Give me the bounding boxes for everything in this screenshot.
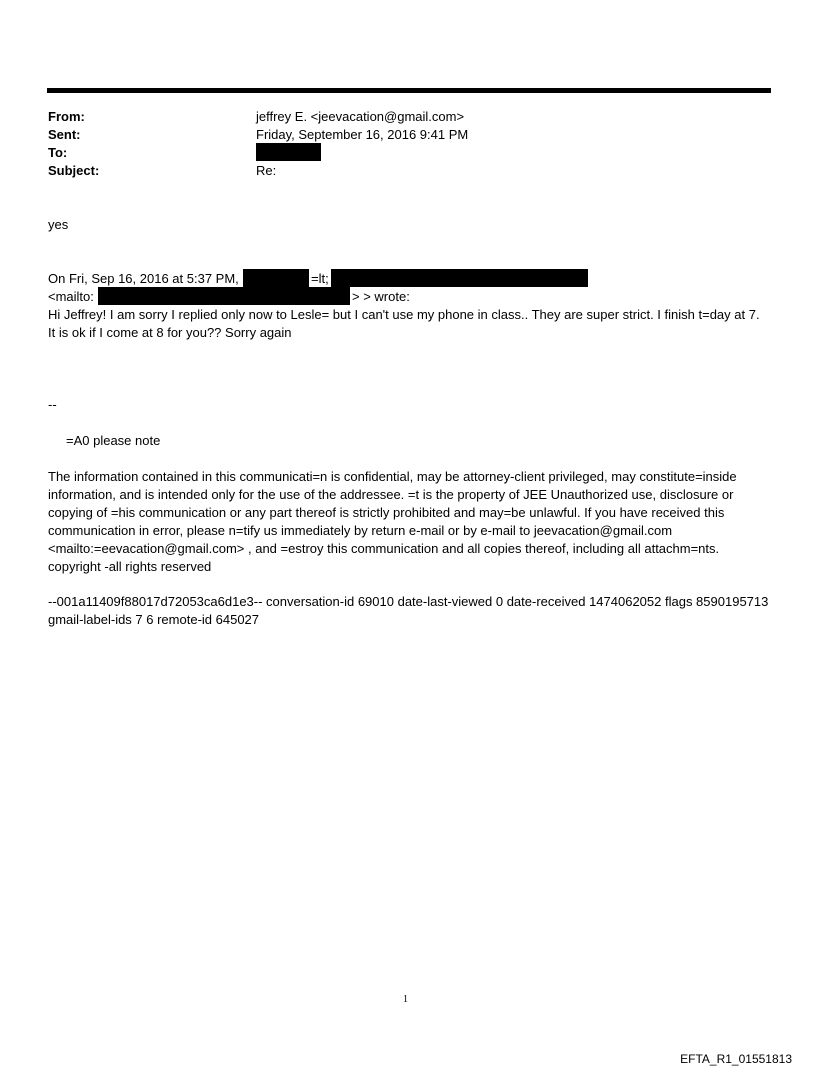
mailto-prefix: <mailto:: [48, 289, 94, 304]
signature-separator: --: [48, 397, 57, 412]
wrote-text: > > wrote:: [352, 289, 410, 304]
quote-intro-lt: =lt;: [311, 271, 329, 286]
subject-value: Re:: [256, 163, 277, 178]
bates-number: EFTA_R1_01551813: [680, 1052, 792, 1066]
sender-email-redaction: [331, 269, 588, 287]
from-label: From:: [48, 109, 85, 124]
sent-value: Friday, September 16, 2016 9:41 PM: [256, 127, 469, 142]
to-label: To:: [48, 145, 68, 160]
subject-label: Subject:: [48, 163, 100, 178]
mailto-redaction: [98, 287, 350, 305]
quoted-message: Hi Jeffrey! I am sorry I replied only now to Lesle= but I can't use my phone in class.. They are super strict. I finish t=day at 7. It is ok if I come at 8 for you?? Sorry again: [48, 307, 760, 340]
reply-text: yes: [48, 217, 69, 232]
quote-intro-start: On Fri, Sep 16, 2016 at 5:37 PM,: [48, 271, 239, 286]
disclaimer-paragraph: The information contained in this communicati=n is confidential, may be attorney-client privileged, may constitute=inside information, and is intended only for the use of the addressee. =t is the property of JEE Unauthorized use, disclosure or copying of =his communication or any part thereof is strictly prohibited and may=be unlawful. If you have received this communication in error, please n=tify us immediately by return e-mail or by e-mail to jeevacation@gmail.com <mailto:=eevacation@gmail.com> , and =estroy this communication and all copies thereof, including all attachm=nts. copyright -all rights reserved: [48, 469, 737, 574]
header-rule: [47, 88, 771, 93]
from-value: jeffrey E. <jeevacation@gmail.com>: [256, 109, 465, 124]
note-line: =A0 please note: [66, 433, 161, 448]
to-redaction: [256, 143, 321, 161]
sent-label: Sent:: [48, 127, 81, 142]
page-number: 1: [403, 994, 408, 1005]
metadata-line: --001a11409f88017d72053ca6d1e3-- conversation-id 69010 date-last-viewed 0 date-received 1474062052 flags 8590195713 gmail-label-ids 7 6 remote-id 645027: [48, 594, 769, 627]
sender-name-redaction: [243, 269, 309, 287]
